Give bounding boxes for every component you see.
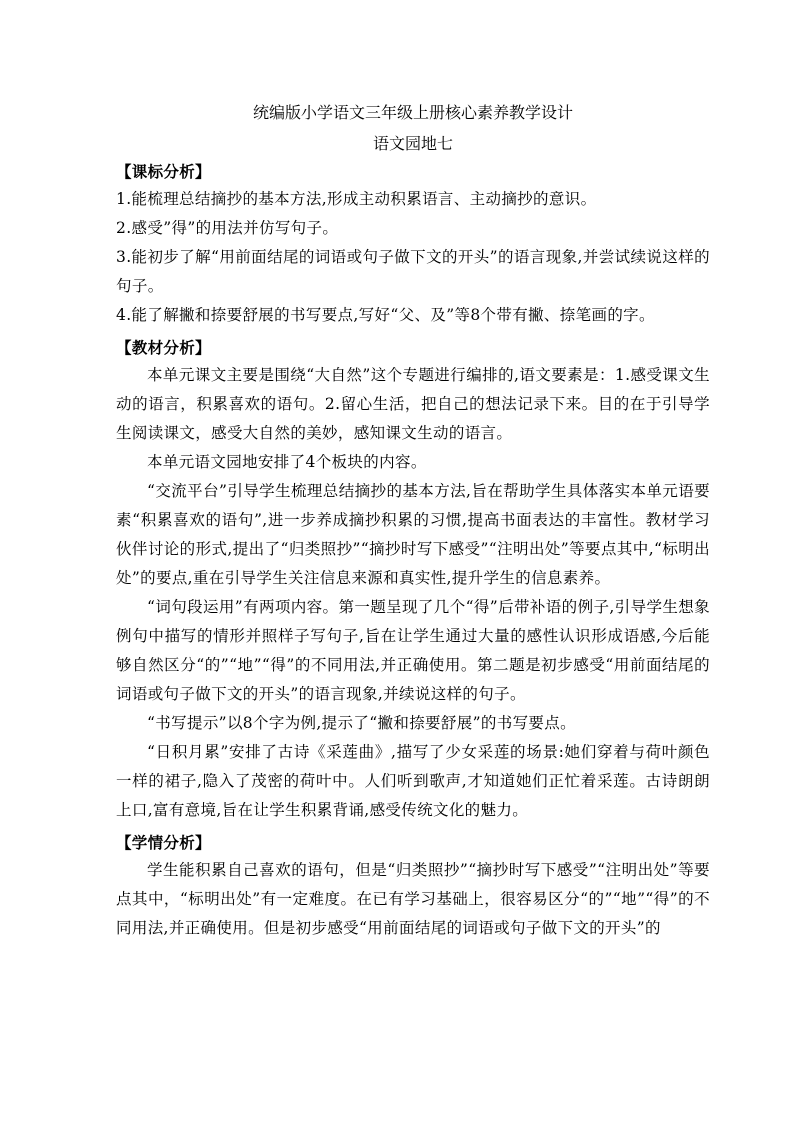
students-paragraph: 学生能积累自己喜欢的语句，但是“归类照抄”“摘抄时写下感受”“注明出处”等要点其中，“标明出处”有一定难度。在已有学习基础上，很容易区分“的”“地”“得”的不同用法,并正确使用。但是初步感受“用前面结尾的词语或句子做下文的开头”的 xyxy=(116,861,710,937)
curriculum-item: 2.感受”得”的用法并仿写句子。 xyxy=(116,219,339,237)
textbook-paragraph: “词句段运用”有两项内容。第一题呈现了几个“得”后带补语的例子,引导学生想象例句中描写的情形并照样子写句子,旨在让学生通过大量的感性认识形成语感,今后能够自然区分“的”“地”“得”的不同用法,并正确使用。第二题是初步感受“用前面结尾的词语或句子做下文的开头”的语言现象,并续说这样的句子。 xyxy=(116,598,710,703)
document-body xyxy=(116,96,710,943)
textbook-paragraph: “交流平台”引导学生梳理总结摘抄的基本方法,旨在帮助学生具体落实本单元语要素“积累喜欢的语句”,进一步养成摘抄积累的习惯,提高书面表达的丰富性。教材学习伙伴讨论的形式,提出了“归类照抄”“摘抄时写下感受”“注明出处”等要点其中,“标明出处”的要点,重在引导学生关注信息来源和真实性,提升学生的信息素养。 xyxy=(116,482,710,587)
document-title: 统编版小学语文三年级上册核心素养教学设计 xyxy=(252,103,573,122)
curriculum-item: 3.能初步了解“用前面结尾的词语或句子做下文的开头”的语言现象,并尝试续说这样的句子。 xyxy=(116,248,710,295)
section-heading-curriculum: 【课标分析】 xyxy=(116,162,211,181)
section-heading-textbook: 【教材分析】 xyxy=(116,338,211,357)
textbook-paragraph: 本单元课文主要是围绕“大自然”这个专题进行编排的,语文要素是：1.感受课文生动的语言，积累喜欢的语句。2.留心生活，把自己的想法记录下来。目的在于引导学生阅读课文，感受大自然的美妙，感知课文生动的语言。 xyxy=(116,366,710,442)
document-subtitle: 语文园地七 xyxy=(372,134,453,153)
textbook-paragraph: 本单元语文园地安排了4个板块的内容。 xyxy=(147,453,427,471)
textbook-paragraph: “书写提示”以8个字为例,提示了“撇和捺要舒展”的书写要点。 xyxy=(147,714,576,732)
curriculum-item: 1.能梳理总结摘抄的基本方法,形成主动积累语言、主动摘抄的意识。 xyxy=(116,190,597,208)
textbook-paragraph: “日积月累”安排了古诗《采莲曲》,描写了少女采莲的场景:她们穿着与荷叶颜色一样的裙子,隐入了茂密的荷叶中。人们听到歌声,才知道她们正忙着采莲。古诗朗朗上口,富有意境,旨在让学生积累背诵,感受传统文化的魅力。 xyxy=(116,743,710,819)
section-heading-students: 【学情分析】 xyxy=(116,833,211,852)
curriculum-item: 4.能了解撇和捺要舒展的书写要点,写好“父、及”等8个带有撇、捺笔画的字。 xyxy=(116,306,655,324)
